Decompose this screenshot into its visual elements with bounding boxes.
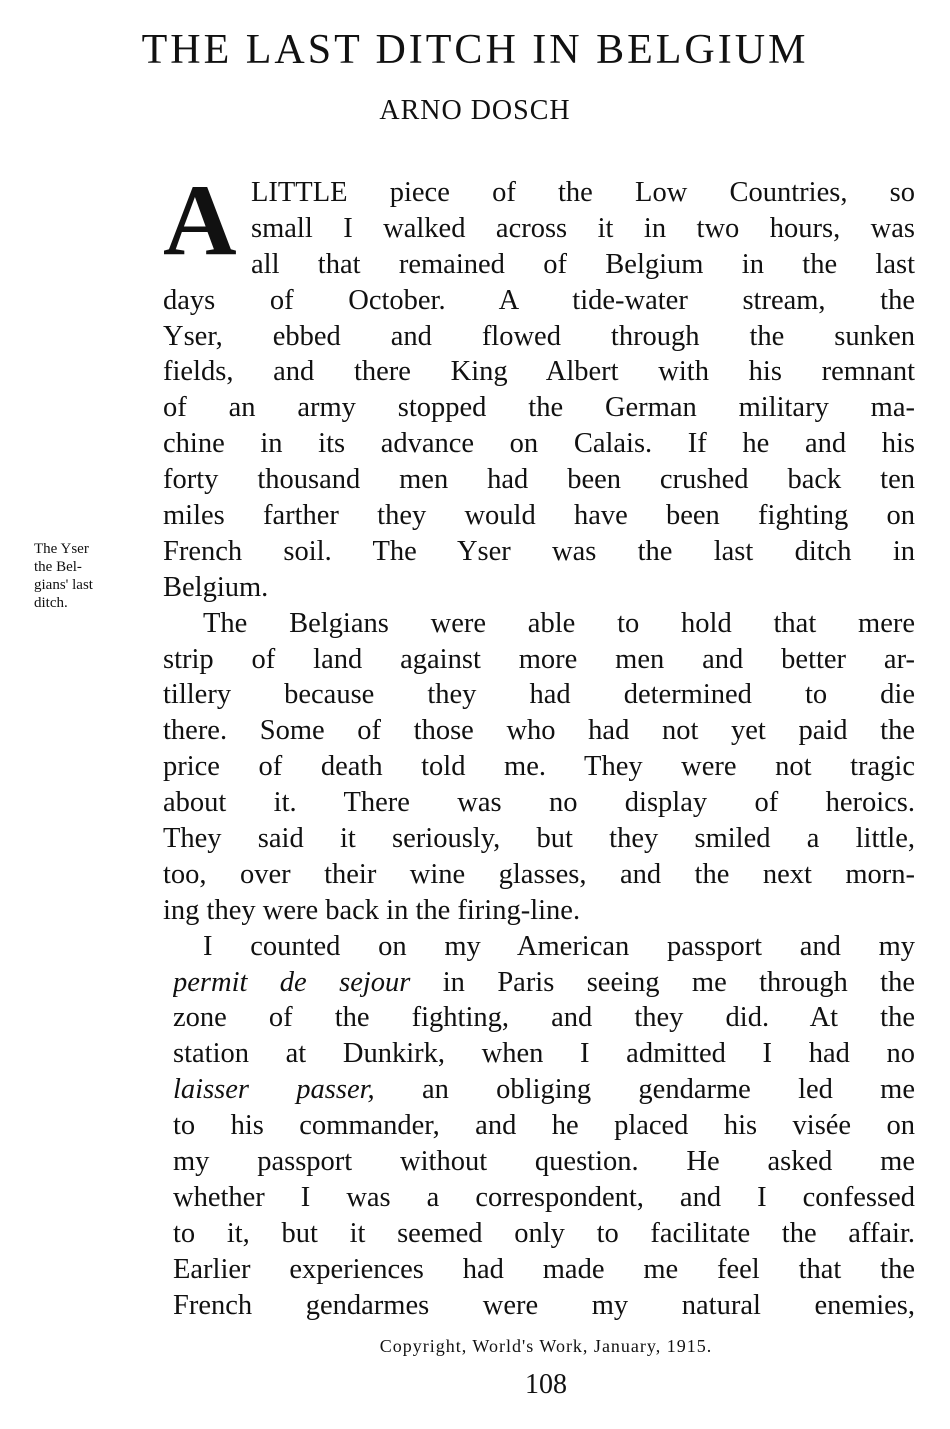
text-line: of an army stopped the German military ma- xyxy=(163,392,915,424)
text-fragment: in Paris seeing me through the xyxy=(410,966,915,998)
drop-cap: A xyxy=(163,164,237,277)
article-body xyxy=(163,164,915,1324)
text-line: They said it seriously, but they smiled a little, xyxy=(163,823,915,855)
text-line: Yser, ebbed and flowed through the sunken xyxy=(163,320,915,352)
text-line: fields, and there King Albert with his remnant xyxy=(163,356,915,388)
text-line: ing they were back in the firing-line. xyxy=(163,894,581,926)
margin-note xyxy=(34,540,158,612)
text-line: days of October. A tide-water stream, the xyxy=(163,284,915,316)
article-title: THE LAST DITCH IN BELGIUM xyxy=(141,27,809,73)
text-line: whether I was a correspondent, and I confessed xyxy=(173,1181,915,1213)
text-line: to his commander, and he placed his visée on xyxy=(173,1110,915,1142)
text-line: there. Some of those who had not yet paid the xyxy=(163,715,915,747)
text-line: LITTLE piece of the Low Countries, so xyxy=(251,177,915,208)
text-line: tillery because they had determined to die xyxy=(163,679,915,711)
margin-note-line: The Yser xyxy=(34,541,89,557)
article-author: ARNO DOSCH xyxy=(379,95,571,126)
text-line xyxy=(173,965,915,1001)
page-number: 108 xyxy=(525,1369,567,1400)
text-line: zone of the fighting, and they did. At the xyxy=(173,1002,915,1034)
text-line: my passport without question. He asked me xyxy=(173,1146,915,1178)
text-line: Belgium. xyxy=(163,571,269,603)
text-line: about it. There was no display of heroics. xyxy=(163,787,915,819)
text-line: small I walked across it in two hours, was xyxy=(251,212,915,244)
text-line: price of death told me. They were not tragic xyxy=(163,751,915,783)
text-line: I counted on my American passport and my xyxy=(203,930,915,962)
text-line: too, over their wine glasses, and the next morn- xyxy=(163,858,915,890)
text-line: to it, but it seemed only to facilitate the affair. xyxy=(173,1217,915,1249)
margin-note-line: the Bel- xyxy=(34,559,82,575)
text-line: miles farther they would have been fighting on xyxy=(163,500,915,532)
text-fragment: an obliging gendarme led me xyxy=(374,1074,915,1106)
text-line: all that remained of Belgium in the last xyxy=(251,248,915,280)
margin-note-line: gians' last xyxy=(34,577,93,593)
text-line: French soil. The Yser was the last ditch in xyxy=(163,535,915,567)
text-line: French gendarmes were my natural enemies, xyxy=(173,1289,915,1321)
copyright-notice: Copyright, World's Work, January, 1915. xyxy=(379,1336,713,1356)
text-line: chine in its advance on Calais. If he and his xyxy=(163,428,915,460)
italic-phrase: laisser passer, xyxy=(173,1074,375,1106)
text-line: forty thousand men had been crushed back ten xyxy=(163,464,915,496)
text-line: station at Dunkirk, when I admitted I had no xyxy=(173,1038,915,1070)
text-line: The Belgians were able to hold that mere xyxy=(203,607,915,639)
margin-note-line: ditch. xyxy=(34,595,68,611)
text-line xyxy=(173,1072,915,1108)
text-line: strip of land against more men and better ar- xyxy=(163,643,915,675)
text-line: Earlier experiences had made me feel that the xyxy=(173,1253,915,1285)
italic-phrase: permit de sejour xyxy=(173,966,411,998)
